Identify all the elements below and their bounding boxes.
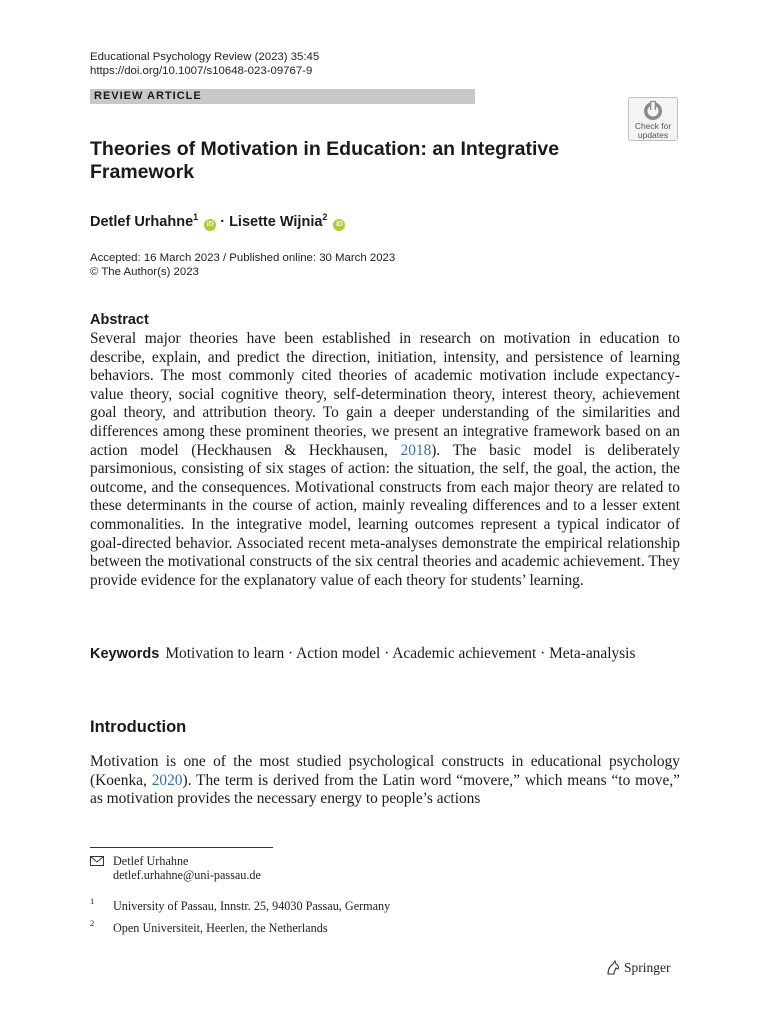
article-type-bar	[90, 89, 475, 104]
keywords-text: Motivation to learn · Action model · Academic achievement · Meta-analysis	[165, 645, 636, 662]
author-name[interactable]: Detlef Urhahne	[90, 214, 194, 230]
author-name[interactable]: Lisette Wijnia	[229, 214, 323, 230]
springer-horse-icon	[605, 960, 621, 976]
abstract-heading: Abstract	[90, 312, 149, 328]
check-updates-label: Check for updates	[634, 121, 672, 140]
citation-link[interactable]: 2018	[400, 441, 432, 459]
author-list	[90, 207, 345, 232]
keywords-label: Keywords	[90, 646, 160, 662]
publisher-name: Springer	[624, 960, 671, 975]
abstract-text-part: Several major theories have been established in research on motivation in education to describe, explain, and predict the direction, initiation, intensity, and persistence of learning behaviors. The most commonly cited theories of academic motivation include expectancy-value theory, social cognitive theory, self-determination theory, interest theory, achievement goal theory, and attribution theory. To gain a deeper understanding of the similarities and differences among these prominent theories, we present an integrative framework based on an action model (Heckhausen & Heckhausen,	[90, 330, 680, 459]
publication-dates: Accepted: 16 March 2023 / Published online: 30 March 2023	[90, 252, 396, 264]
body-text-part: ). The term is derived from the Latin word “movere,” which means “to move,” as motivation provides the necessary energy to people’s actions	[90, 771, 680, 808]
corresponding-author-name: Detlef Urhahne	[113, 854, 189, 868]
check-for-updates-button[interactable]	[628, 97, 678, 141]
section-heading-introduction: Introduction	[90, 718, 187, 736]
article-title: Theories of Motivation in Education: an Integrative Framework	[90, 138, 560, 183]
orcid-icon[interactable]: iD	[333, 219, 345, 231]
author-affiliation-mark: 2	[322, 212, 328, 222]
affiliation-number: 2	[90, 918, 95, 928]
doi-link[interactable]: https://doi.org/10.1007/s10648-023-09767-9	[90, 65, 313, 77]
abstract-text	[90, 330, 680, 590]
footnote-divider	[90, 847, 273, 848]
corresponding-author-email[interactable]: detlef.urhahne@uni-passau.de	[113, 868, 261, 882]
affiliation-text: University of Passau, Innstr. 25, 94030 Passau, Germany	[113, 899, 391, 913]
orcid-icon[interactable]: iD	[204, 219, 216, 231]
author-separator: ·	[216, 214, 230, 230]
keywords	[90, 644, 680, 664]
affiliation-number: 1	[90, 896, 95, 906]
author-affiliation-mark: 1	[193, 212, 199, 222]
introduction-text	[90, 753, 680, 809]
article-type-label: REVIEW ARTICLE	[94, 90, 202, 102]
body-text-part: Motivation is one of the most studied psychological constructs in educational psychology (Koenka,	[90, 753, 680, 789]
citation-link[interactable]: 2020	[151, 771, 183, 789]
copyright-notice: © The Author(s) 2023	[90, 266, 199, 278]
abstract-text-part: ). The basic model is deliberately parsimonious, consisting of six stages of action: the situation, the self, the goal, the action, the outcome, and the consequences. Motivational constructs from each major theory are related to these determinants in the course of action, mainly revealing differences and to a lesser extent commonalities. In the integrative model, learning outcomes represent a typical indicator of goal-directed behavior. Associated recent meta-analyses demonstrate the empirical relationship between the motivational constructs of the six central theories and academic achievement. They provide evidence for the explanatory value of each theory for students’ learning.	[90, 441, 680, 589]
envelope-icon	[90, 856, 104, 866]
affiliation-text: Open Universiteit, Heerlen, the Netherlands	[113, 921, 328, 935]
check-updates-icon	[643, 101, 663, 121]
journal-citation: Educational Psychology Review (2023) 35:45	[90, 51, 320, 63]
